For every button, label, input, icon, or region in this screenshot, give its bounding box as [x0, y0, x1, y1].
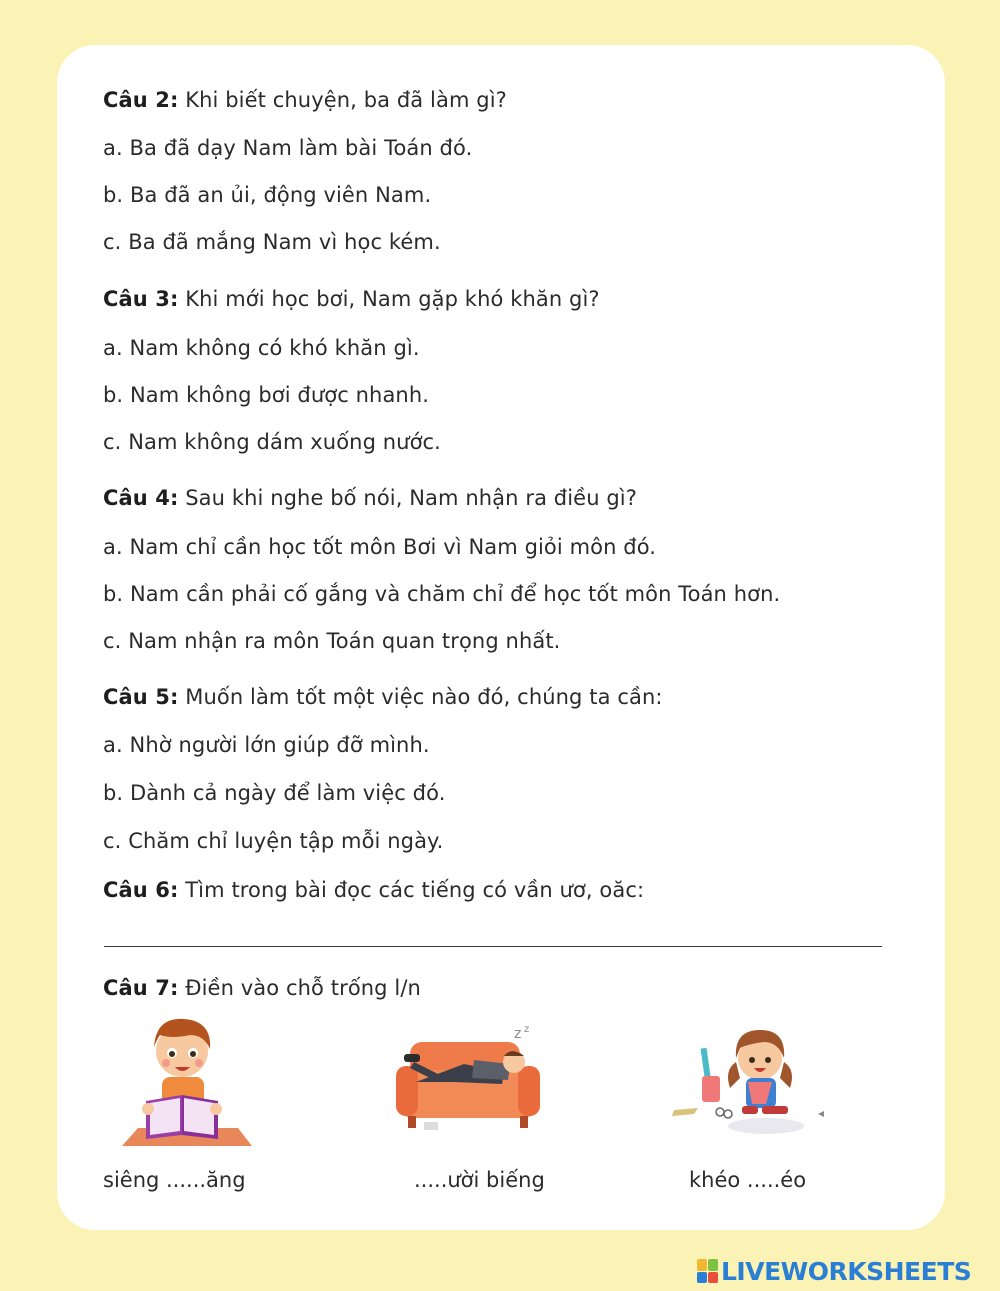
- fill-word-2[interactable]: .....ười biếng: [414, 1168, 545, 1192]
- q2-option-c[interactable]: c. Ba đã mắng Nam vì học kém.: [103, 230, 441, 254]
- brand-name: LIVEWORKSHEETS: [721, 1256, 972, 1286]
- q5-option-a[interactable]: a. Nhờ người lớn giúp đỡ mình.: [103, 733, 430, 757]
- question-6: Câu 6: Tìm trong bài đọc các tiếng có vần ươ, oăc:: [103, 878, 645, 902]
- q4-option-b[interactable]: b. Nam cần phải cố gắng và chăm chỉ để học tốt môn Toán hơn.: [103, 582, 781, 606]
- q4-option-a[interactable]: a. Nam chỉ cần học tốt môn Bơi vì Nam giỏi môn đó.: [103, 535, 657, 559]
- q3-option-b[interactable]: b. Nam không bơi được nhanh.: [103, 383, 430, 407]
- q5-option-c[interactable]: c. Chăm chỉ luyện tập mỗi ngày.: [103, 829, 444, 853]
- q5-option-b[interactable]: b. Dành cả ngày để làm việc đó.: [103, 781, 446, 805]
- svg-text:z: z: [524, 1024, 530, 1035]
- boy-reading-illustration: [120, 1013, 255, 1148]
- lazy-man-sofa-illustration: [394, 1024, 542, 1136]
- answer-line[interactable]: [104, 946, 882, 947]
- question-7: Câu 7: Điền vào chỗ trống l/n: [103, 976, 421, 1000]
- svg-text:z: z: [514, 1026, 522, 1042]
- crafting-girl-illustration: [668, 1018, 838, 1143]
- question-3: Câu 3: Khi mới học bơi, Nam gặp khó khăn gì?: [103, 287, 600, 311]
- liveworksheets-logo: [697, 1257, 971, 1285]
- q2-option-a[interactable]: a. Ba đã dạy Nam làm bài Toán đó.: [103, 136, 473, 160]
- question-4: Câu 4: Sau khi nghe bố nói, Nam nhận ra điều gì?: [103, 486, 637, 510]
- q3-option-c[interactable]: c. Nam không dám xuống nước.: [103, 430, 441, 454]
- fill-word-3[interactable]: khéo .....éo: [689, 1168, 807, 1192]
- q2-option-b[interactable]: b. Ba đã an ủi, động viên Nam.: [103, 183, 432, 207]
- liveworksheets-icon: [697, 1259, 718, 1283]
- fill-word-1[interactable]: siêng ......ăng: [103, 1168, 246, 1192]
- q4-option-c[interactable]: c. Nam nhận ra môn Toán quan trọng nhất.: [103, 629, 561, 653]
- question-2: Câu 2: Khi biết chuyện, ba đã làm gì?: [103, 88, 507, 112]
- question-5: Câu 5: Muốn làm tốt một việc nào đó, chúng ta cần:: [103, 685, 663, 709]
- q3-option-a[interactable]: a. Nam không có khó khăn gì.: [103, 336, 420, 360]
